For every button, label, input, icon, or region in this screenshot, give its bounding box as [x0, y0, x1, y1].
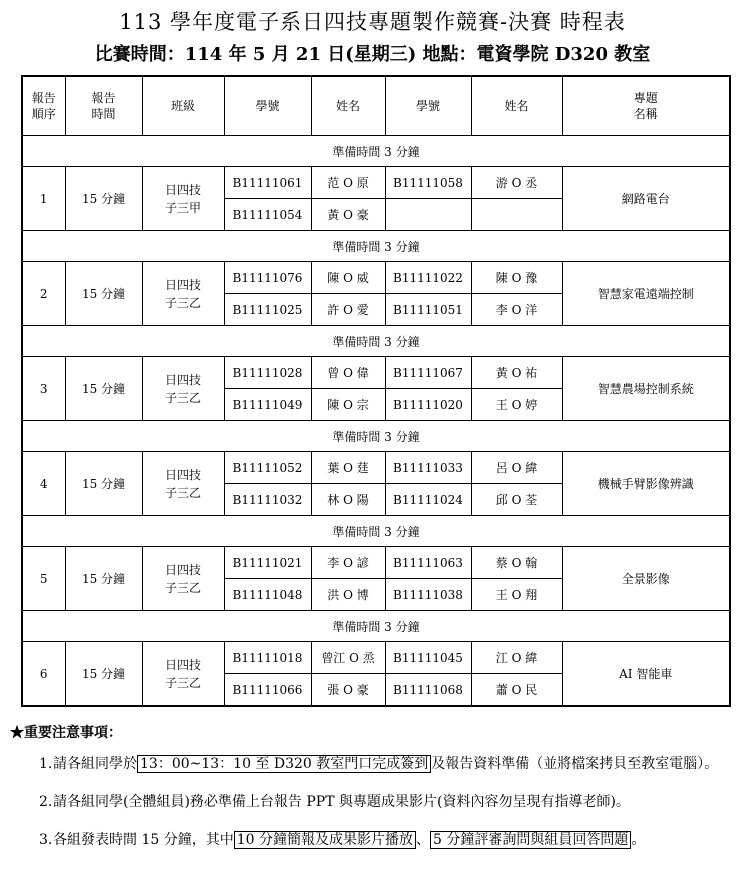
order-cell: 3 — [22, 357, 65, 421]
student-id-cell: B11111052 — [224, 452, 311, 484]
note-item — [10, 752, 740, 777]
student-name-cell: 黃 O 豪 — [311, 199, 385, 231]
student-id-cell: B11111028 — [224, 357, 311, 389]
notes-title: ★重要注意事項： — [10, 725, 122, 741]
note-number: 1. — [39, 756, 53, 772]
student-name-cell: 江 O 緯 — [471, 642, 562, 674]
student-name-cell: 曾江 O 烝 — [311, 642, 385, 674]
student-id-cell: B11111063 — [385, 547, 471, 579]
prep-row — [22, 611, 730, 642]
student-name-cell: 王 O 婷 — [471, 389, 562, 421]
class-cell: 日四技 子三乙 — [142, 357, 224, 421]
student-name-cell: 范 O 原 — [311, 167, 385, 199]
student-name-cell: 黃 O 祐 — [471, 357, 562, 389]
student-name-cell: 陳 O 宗 — [311, 389, 385, 421]
prep-time-cell: 準備時間 3 分鐘 — [22, 136, 730, 167]
student-id-cell: B11111054 — [224, 199, 311, 231]
student-id-cell: B11111018 — [224, 642, 311, 674]
column-header: 報告 時間 — [65, 76, 142, 136]
class-cell: 日四技 子三乙 — [142, 642, 224, 707]
time-cell: 15 分鐘 — [65, 357, 142, 421]
project-name-cell: 全景影像 — [562, 547, 730, 611]
note-text: 請各組同學(全體組員)務必準備上台報告 PPT 與專題成果影片(資料內容勿呈現有指導老師)。 — [53, 794, 630, 810]
class-cell: 日四技 子三乙 — [142, 262, 224, 326]
project-name-cell: AI 智能車 — [562, 642, 730, 707]
student-name-cell: 葉 O 莛 — [311, 452, 385, 484]
order-cell: 5 — [22, 547, 65, 611]
student-id-cell: B11111032 — [224, 484, 311, 516]
table-row — [22, 452, 730, 484]
student-id-cell: B11111022 — [385, 262, 471, 294]
student-id-cell: B11111066 — [224, 674, 311, 707]
student-id-cell: B11111051 — [385, 294, 471, 326]
column-header: 學號 — [224, 76, 311, 136]
prep-row — [22, 136, 730, 167]
student-id-cell: B11111020 — [385, 389, 471, 421]
project-name-cell: 網路電台 — [562, 167, 730, 231]
column-header: 姓名 — [311, 76, 385, 136]
student-name-cell: 蔡 O 翰 — [471, 547, 562, 579]
student-id-cell: B11111058 — [385, 167, 471, 199]
prep-time-cell: 準備時間 3 分鐘 — [22, 611, 730, 642]
student-id-cell: B11111076 — [224, 262, 311, 294]
prep-time-cell: 準備時間 3 分鐘 — [22, 326, 730, 357]
student-name-cell: 邱 O 荃 — [471, 484, 562, 516]
note-text: 。 — [631, 832, 646, 848]
column-header: 姓名 — [471, 76, 562, 136]
page-subtitle: 比賽時間：114 年 5 月 21 日(星期三) 地點：電資學院 D320 教室 — [94, 44, 651, 65]
prep-row — [22, 516, 730, 547]
notes-section — [10, 722, 740, 866]
table-row — [22, 547, 730, 579]
table-row — [22, 642, 730, 674]
student-name-cell: 曾 O 偉 — [311, 357, 385, 389]
table-row — [22, 357, 730, 389]
order-cell: 1 — [22, 167, 65, 231]
student-name-cell: 林 O 陽 — [311, 484, 385, 516]
table-row — [22, 262, 730, 294]
class-cell: 日四技 子三乙 — [142, 452, 224, 516]
student-id-cell: B11111049 — [224, 389, 311, 421]
note-item — [10, 790, 740, 815]
column-header: 專題 名稱 — [562, 76, 730, 136]
time-cell: 15 分鐘 — [65, 167, 142, 231]
student-id-cell: B11111067 — [385, 357, 471, 389]
student-id-cell: B11111068 — [385, 674, 471, 707]
schedule-table — [21, 75, 731, 707]
student-name-cell: 王 O 翔 — [471, 579, 562, 611]
column-header: 班級 — [142, 76, 224, 136]
project-name-cell: 機械手臂影像辨識 — [562, 452, 730, 516]
student-id-cell — [385, 199, 471, 231]
student-id-cell: B11111021 — [224, 547, 311, 579]
prep-time-cell: 準備時間 3 分鐘 — [22, 421, 730, 452]
time-cell: 15 分鐘 — [65, 262, 142, 326]
table-header-row — [22, 76, 730, 136]
student-name-cell: 游 O 丞 — [471, 167, 562, 199]
student-name-cell: 張 O 豪 — [311, 674, 385, 707]
student-name-cell: 蕭 O 民 — [471, 674, 562, 707]
student-id-cell: B11111033 — [385, 452, 471, 484]
page-title: 113 學年度電子系日四技專題製作競賽-決賽 時程表 — [119, 10, 626, 34]
order-cell: 4 — [22, 452, 65, 516]
time-cell: 15 分鐘 — [65, 452, 142, 516]
project-name-cell: 智慧家電遠端控制 — [562, 262, 730, 326]
note-number: 2. — [39, 794, 53, 810]
student-name-cell: 呂 O 緯 — [471, 452, 562, 484]
table-row — [22, 167, 730, 199]
project-name-cell: 智慧農場控制系統 — [562, 357, 730, 421]
student-name-cell: 洪 O 博 — [311, 579, 385, 611]
prep-time-cell: 準備時間 3 分鐘 — [22, 231, 730, 262]
order-cell: 2 — [22, 262, 65, 326]
student-id-cell: B11111025 — [224, 294, 311, 326]
student-name-cell: 陳 O 豫 — [471, 262, 562, 294]
prep-time-cell: 準備時間 3 分鐘 — [22, 516, 730, 547]
time-cell: 15 分鐘 — [65, 642, 142, 707]
class-cell: 日四技 子三甲 — [142, 167, 224, 231]
student-id-cell: B11111038 — [385, 579, 471, 611]
highlighted-text: 5 分鐘評審詢問與組員回答問題 — [430, 831, 631, 849]
note-item — [10, 828, 740, 853]
student-name-cell — [471, 199, 562, 231]
notes-list — [10, 752, 740, 853]
student-name-cell: 李 O 諺 — [311, 547, 385, 579]
student-id-cell: B11111048 — [224, 579, 311, 611]
student-id-cell: B11111045 — [385, 642, 471, 674]
student-name-cell: 陳 O 威 — [311, 262, 385, 294]
note-text: 各組發表時間 15 分鐘，其中 — [53, 832, 234, 848]
prep-row — [22, 421, 730, 452]
student-id-cell: B11111024 — [385, 484, 471, 516]
note-text: 及報告資料準備（並將檔案拷貝至教室電腦）。 — [431, 756, 719, 772]
column-header: 學號 — [385, 76, 471, 136]
highlighted-text: 13：00~13：10 至 D320 教室門口完成簽到 — [137, 755, 431, 773]
note-text: 、 — [415, 832, 430, 848]
student-name-cell: 許 O 愛 — [311, 294, 385, 326]
prep-row — [22, 326, 730, 357]
student-id-cell: B11111061 — [224, 167, 311, 199]
time-cell: 15 分鐘 — [65, 547, 142, 611]
class-cell: 日四技 子三乙 — [142, 547, 224, 611]
highlighted-text: 10 分鐘簡報及成果影片播放 — [234, 831, 416, 849]
order-cell: 6 — [22, 642, 65, 707]
prep-row — [22, 231, 730, 262]
column-header: 報告 順序 — [22, 76, 65, 136]
note-number: 3. — [39, 832, 53, 848]
note-text: 請各組同學於 — [53, 756, 137, 772]
student-name-cell: 李 O 洋 — [471, 294, 562, 326]
